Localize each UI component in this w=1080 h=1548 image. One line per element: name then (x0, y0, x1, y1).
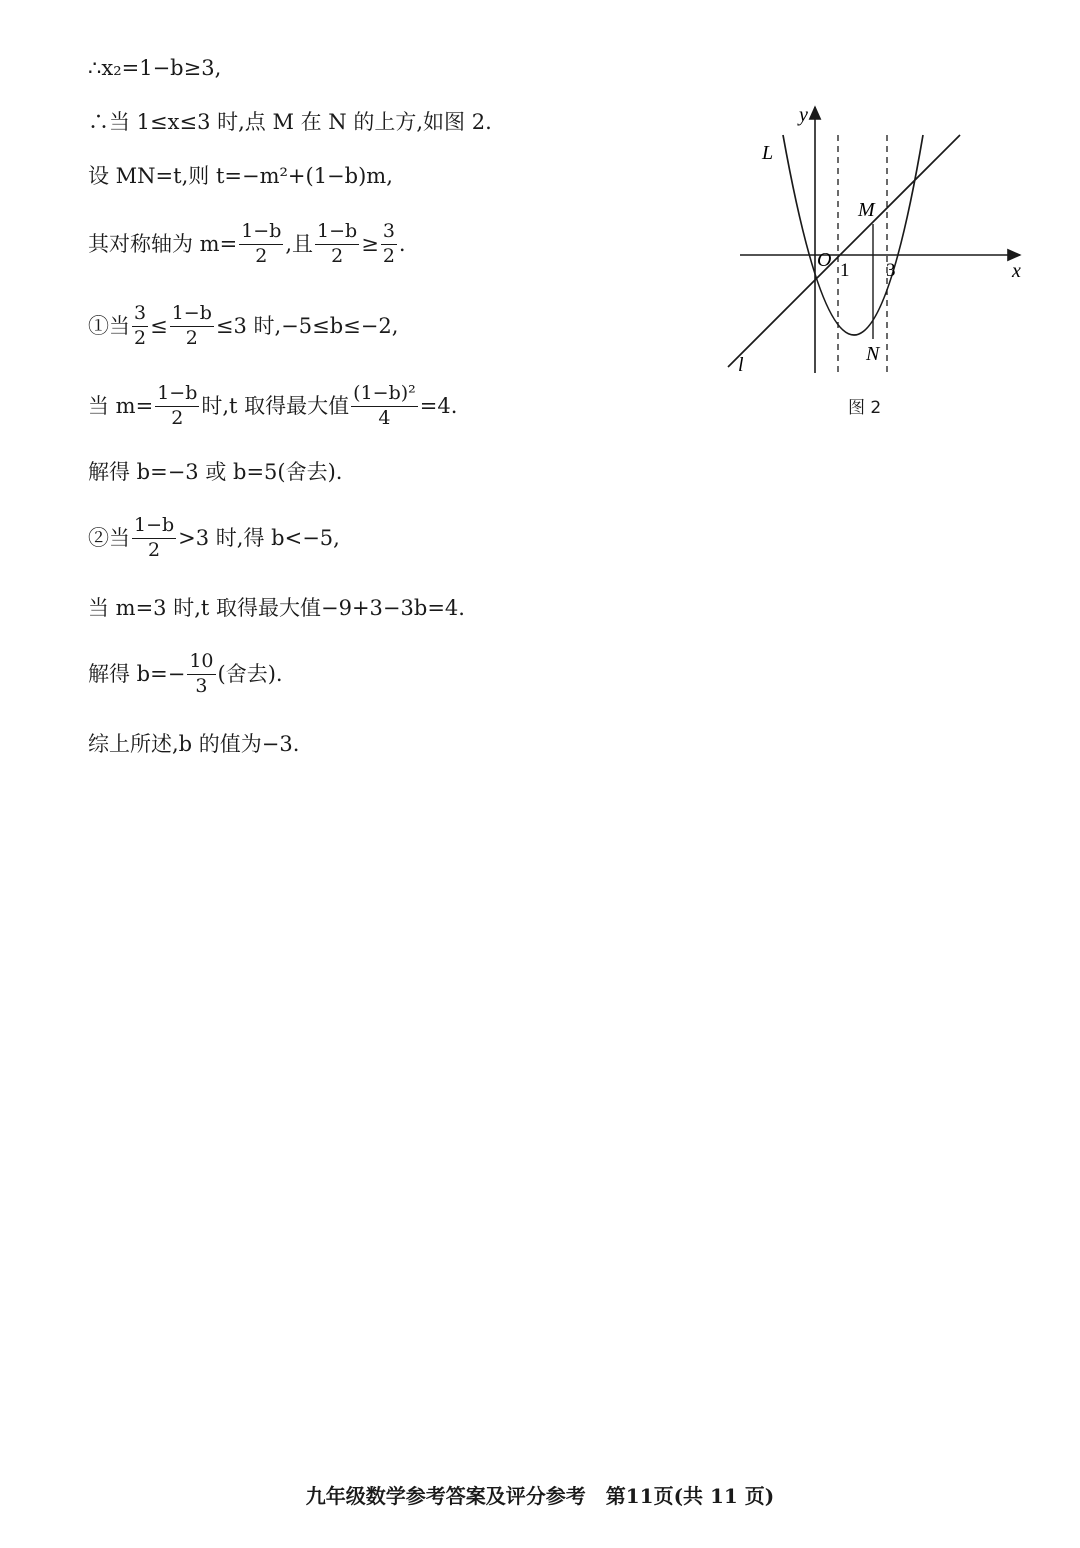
page-footer: 九年级数学参考答案及评分参考 第11页(共 11 页) (305, 1484, 775, 1508)
fraction: $\frac{10}{3}$ (189, 650, 214, 697)
text-segment: 解得 b=− (88, 661, 186, 686)
fraction: $\frac{1-b}{2}$ (171, 302, 212, 349)
fraction: $\frac{\text{(1−b)²}}{4}$ (353, 382, 416, 429)
text-segment: ≤3 时,−5≤b≤−2, (215, 313, 399, 338)
text-segment: ②当 (88, 525, 130, 550)
figure-caption: 图 2 (848, 398, 882, 418)
label-O: O (817, 249, 832, 271)
figure-2-graph (720, 95, 1030, 385)
text-line-11: 综上所述,b 的值为−3. (88, 732, 300, 756)
fraction: $\frac{3}{2}$ (134, 302, 147, 349)
fraction: $\frac{1-b}{2}$ (241, 220, 282, 267)
label-L: L (762, 142, 774, 164)
text-segment: 时,t 取得最大值 (201, 393, 350, 418)
line-l (728, 135, 960, 367)
label-x: x (1012, 260, 1021, 282)
fraction: $\frac{3}{2}$ (382, 220, 395, 267)
text-segment: ≤ (150, 313, 168, 338)
text-segment: >3 时,得 b<−5, (178, 525, 340, 550)
text-segment: (舍去). (217, 661, 283, 686)
text-line-8 (88, 516, 340, 561)
label-3: 3 (886, 260, 896, 281)
parabola-L (783, 135, 923, 335)
fraction: $\frac{1-b}{2}$ (317, 220, 358, 267)
label-1: 1 (840, 260, 850, 281)
label-M: M (858, 199, 875, 221)
text-line-3: 设 MN=t,则 t=−m²+(1−b)m, (88, 164, 393, 188)
text-line-1: ∴x₂=1−b≥3, (88, 56, 222, 80)
text-segment: . (398, 231, 406, 256)
text-line-10 (88, 652, 283, 697)
fraction: $\frac{1-b}{2}$ (134, 514, 175, 561)
text-segment: ≥ (361, 231, 379, 256)
text-line-4 (88, 222, 406, 267)
text-segment: ①当 (88, 313, 130, 338)
label-l: l (738, 354, 744, 376)
text-line-9: 当 m=3 时,t 取得最大值−9+3−3b=4. (88, 596, 465, 620)
text-segment: ,且 (285, 231, 314, 256)
text-segment: 其对称轴为 m= (88, 231, 238, 256)
text-line-6 (88, 384, 457, 429)
text-line-2: ∴当 1≤x≤3 时,点 M 在 N 的上方,如图 2. (88, 110, 492, 134)
text-segment: =4. (419, 393, 458, 418)
text-segment: 当 m= (88, 393, 154, 418)
text-line-7: 解得 b=−3 或 b=5(舍去). (88, 460, 343, 484)
fraction: $\frac{1-b}{2}$ (157, 382, 198, 429)
text-line-5 (88, 304, 398, 349)
label-N: N (866, 343, 880, 365)
label-y: y (799, 104, 808, 126)
